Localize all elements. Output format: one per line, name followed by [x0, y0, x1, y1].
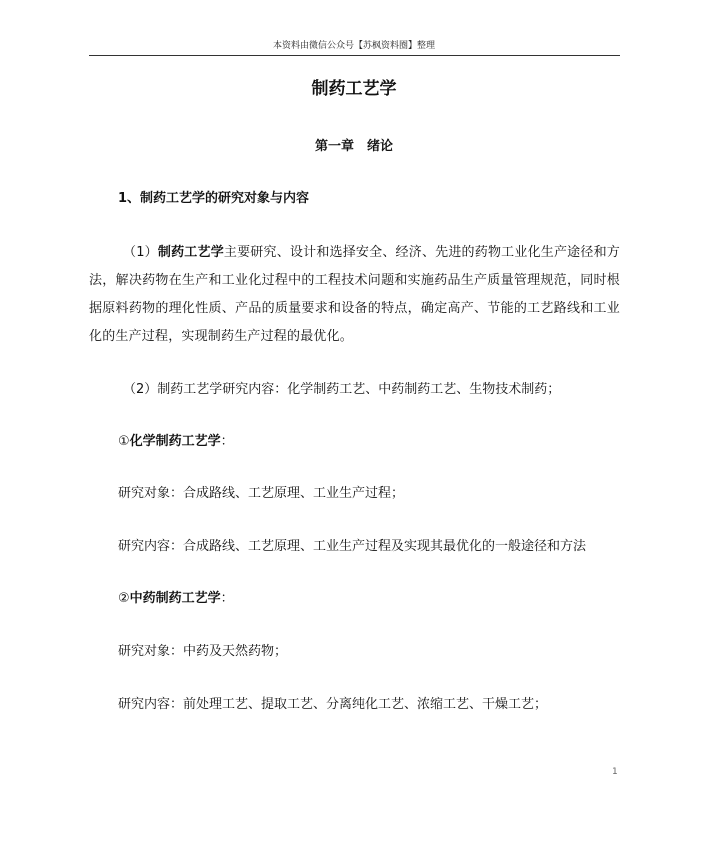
paragraph-term: 制药工艺学 [157, 245, 224, 260]
header-divider [89, 55, 620, 56]
subheading-colon: ： [220, 434, 234, 449]
section-heading: 1、制药工艺学的研究对象与内容 [118, 191, 310, 206]
subheading-marker: ② [118, 591, 130, 606]
paragraph-research-content: （2）制药工艺学研究内容：化学制药工艺、中药制药工艺、生物技术制药； [123, 382, 561, 397]
chapter-heading: 第一章 绪论 [314, 139, 393, 154]
paragraph-prefix: （1） [123, 245, 158, 260]
document-title: 制药工艺学 [311, 79, 397, 99]
tcm-research-content: 研究内容：前处理工艺、提取工艺、分离纯化工艺、浓缩工艺、干燥工艺； [118, 697, 548, 712]
subheading-title: 中药制药工艺学 [129, 591, 221, 606]
paragraph-definition [89, 239, 620, 351]
page-number: 1 [612, 767, 618, 777]
paragraph-body: 主要研究、设计和选择安全、经济、先进的药物工业化生产途径和方法，解决药物在生产和工业化过程中的工程技术问题和实施药品生产质量管理规范，同时根据原料药物的理化性质、产品的质量要求和设备的特点，确定高产、节能的工艺路线和工业化的生产过程，实现制药生产过程的最优化。 [89, 245, 620, 344]
tcm-research-object: 研究对象：中药及天然药物； [118, 644, 288, 659]
chemical-research-object: 研究对象：合成路线、工艺原理、工业生产过程； [118, 486, 405, 501]
subheading-title: 化学制药工艺学 [129, 434, 221, 449]
page-header: 本资料由微信公众号【苏枫资料圈】整理 [272, 41, 435, 51]
subheading-tcm [118, 590, 234, 608]
chemical-research-content: 研究内容：合成路线、工艺原理、工业生产过程及实现其最优化的一般途径和方法 [118, 539, 587, 554]
subheading-marker: ① [118, 434, 130, 449]
subheading-chemical [118, 433, 234, 451]
subheading-colon: ： [220, 591, 234, 606]
